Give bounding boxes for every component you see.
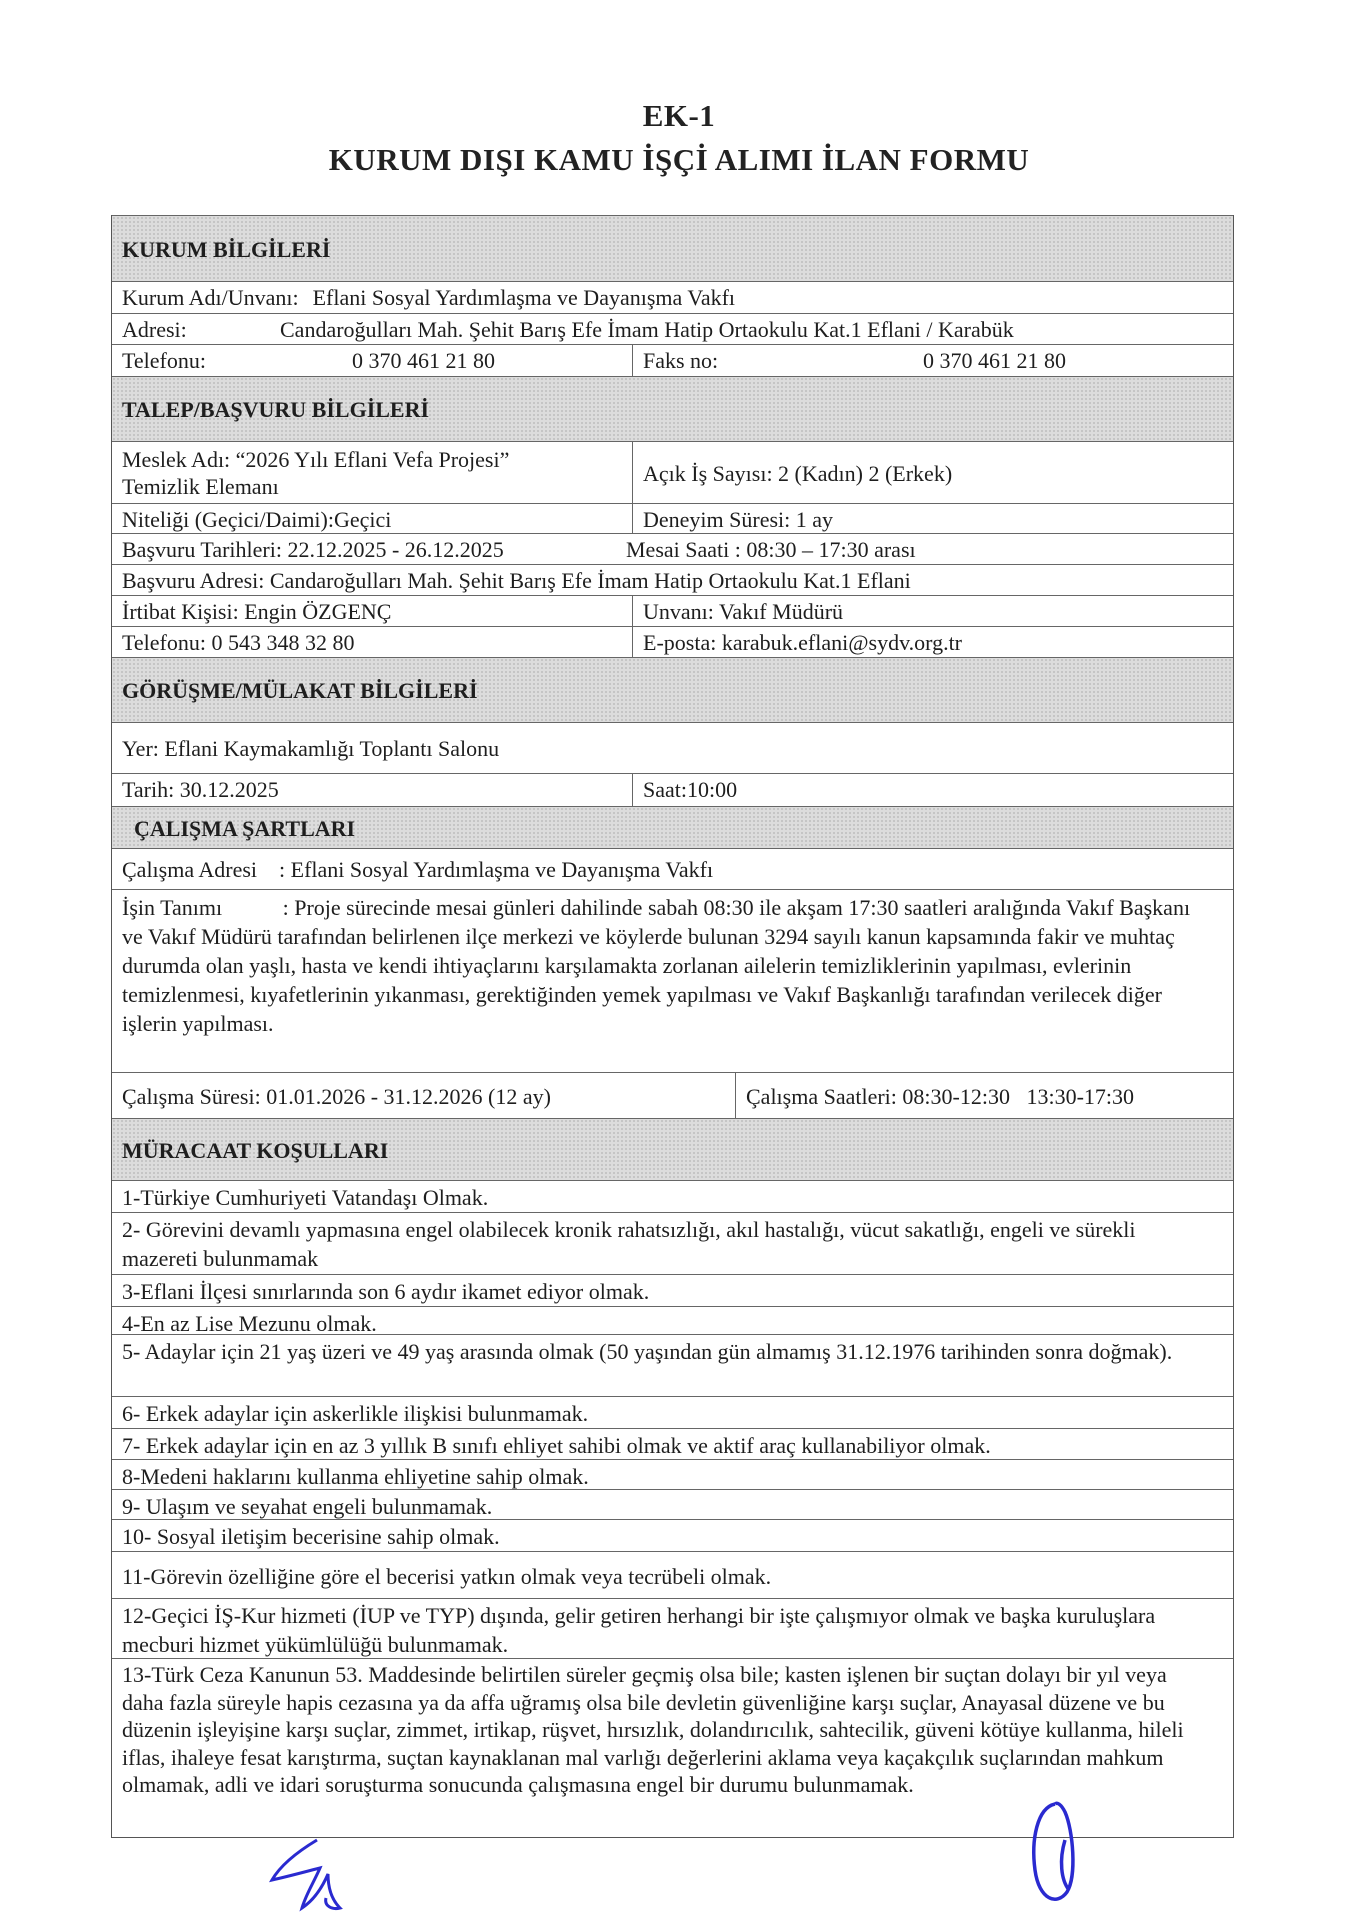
- mulakat-tarihi: Tarih: 30.12.2025: [112, 774, 633, 806]
- kosul-item: 13-Türk Ceza Kanunun 53. Maddesinde belirtilen süreler geçmiş olsa bile; kasten işlenen bir suçtan dolayı bir yıl veya daha fazla süreyle hapis cezasına ya da affa uğramış olsa bile devletin güvenliğine karşı suçlar, Anayasal düzene ve bu düzenin işleyişine karşı suçlar, zimmet, irtikap, rüşvet, hırsızlık, dolandırıcılık, sahtecilik, güveni kötüye kullanma, hileli iflas, ihaleye fesat karıştırma, suçtan kaynaklanan mal varlığı değerlerini aklama veya kaçakçılık suçlarından mahkum olmamak, adli ve idari soruşturma sonucunda çalışmasına engel bir durumu bulunmamak.: [122, 1662, 1184, 1797]
- kurum-name: Eflani Sosyal Yardımlaşma ve Dayanışma Vakfı: [312, 285, 736, 310]
- kosul-row: [112, 1459, 1233, 1489]
- kosul-row: [112, 1551, 1233, 1598]
- kosul-item: 6- Erkek adaylar için askerlikle ilişkisi bulunmamak.: [122, 1401, 589, 1426]
- basvuru-adresi: Başvuru Adresi: Candaroğulları Mah. Şehit Barış Efe İmam Hatip Ortaokulu Kat.1 Eflani: [122, 568, 911, 593]
- yer-row: [112, 722, 1233, 773]
- signature-left: [262, 1838, 382, 1916]
- signature-right: [1025, 1800, 1085, 1910]
- kosul-row: [112, 1396, 1233, 1428]
- section-heading: KURUM BİLGİLERİ: [122, 236, 331, 262]
- form-code: EK-1: [642, 98, 716, 133]
- basvuru-adres-row: [112, 564, 1233, 595]
- label: Kurum Adı/Unvanı:: [122, 285, 299, 310]
- section-gorusme: [112, 657, 1233, 722]
- mulakat-yeri: Yer: Eflani Kaymakamlığı Toplantı Salonu: [122, 736, 500, 761]
- kurum-name-row: [112, 281, 1233, 313]
- kosul-row: [112, 1306, 1233, 1334]
- calisma-adresi: Çalışma Adresi : Eflani Sosyal Yardımlaşma ve Dayanışma Vakfı: [122, 857, 714, 882]
- kosul-item: 9- Ulaşım ve seyahat engeli bulunmamak.: [122, 1494, 493, 1519]
- kosul-row: [112, 1428, 1233, 1459]
- meslek-line2: Temizlik Elemanı: [122, 474, 279, 499]
- nitelik-row: [112, 503, 1233, 533]
- mulakat-saati: Saat:10:00: [643, 777, 738, 802]
- label: Adresi:: [122, 317, 187, 342]
- section-kurum: [112, 215, 1233, 281]
- kosul-item: 3-Eflani İlçesi sınırlarında son 6 aydır ikamet ediyor olmak.: [122, 1279, 650, 1304]
- kosul-row: [112, 1598, 1233, 1658]
- iletisim-row: [112, 626, 1233, 657]
- kosul-item: 12-Geçici İŞ-Kur hizmeti (İUP ve TYP) dışında, gelir getiren herhangi bir işte çalışmıyor olmak ve başka kuruluşlara mecburi hizmet yükümlülüğü bulunmamak.: [122, 1603, 1156, 1657]
- nitelik: Niteliği (Geçici/Daimi):Geçici: [112, 504, 633, 533]
- kosul-row: [112, 1180, 1233, 1212]
- kurum-fax: 0 370 461 21 80: [923, 348, 1066, 373]
- kurum-address: Candaroğulları Mah. Şehit Barış Efe İmam Hatip Ortaokulu Kat.1 Eflani / Karabük: [280, 317, 1014, 342]
- irtibat-row: [112, 595, 1233, 626]
- isin-tanimi: İşin Tanımı : Proje sürecinde mesai günleri dahilinde sabah 08:30 ile akşam 17:30 saatleri aralığında Vakıf Başkanı ve Vakıf Müdürü tarafından belirlenen ilçe merkezi ve köylerde bulunan 3294 sayılı kanun kapsamında fakir ve muhtaç durumda olan yaşlı, hasta ve kendi ihtiyaçlarını karşılamakta zorlanan ailelerin temizliklerinin yapılması, evlerinin temizlenmesi, kıyafetlerinin yıkanması, gerektiğinden yemek yapılması ve Vakıf Başkanlığı tarafından verilecek diğer işlerin yapılması.: [122, 895, 1196, 1036]
- unvan: Unvanı: Vakıf Müdürü: [643, 599, 844, 624]
- basvuru-tarih-row: [112, 533, 1233, 564]
- kosul-item: 7- Erkek adaylar için en az 3 yıllık B sınıfı ehliyet sahibi olmak ve aktif araç kullanabiliyor olmak.: [122, 1433, 991, 1458]
- kosul-row: [112, 1274, 1233, 1306]
- form-title: KURUM DIŞI KAMU İŞÇİ ALIMI İLAN FORMU: [328, 142, 1030, 177]
- meslek-line1: Meslek Adı: “2026 Yılı Eflani Vefa Projesi”: [122, 447, 510, 472]
- kurum-phone: 0 370 461 21 80: [352, 348, 495, 373]
- acik-is-sayisi: Açık İş Sayısı: 2 (Kadın) 2 (Erkek): [643, 460, 953, 486]
- kosul-item: 2- Görevini devamlı yapmasına engel olabilecek kronik rahatsızlığı, akıl hastalığı, vücut sakatlığı, engeli ve sürekli mazereti bulunmamak: [122, 1217, 1136, 1271]
- kosul-item: 1-Türkiye Cumhuriyeti Vatandaşı Olmak.: [122, 1185, 489, 1210]
- isin-tanimi-row: [112, 889, 1233, 1072]
- kosul-row: [112, 1334, 1233, 1396]
- calisma-saatleri: Çalışma Saatleri: 08:30-12:30 13:30-17:30: [746, 1083, 1135, 1109]
- section-heading: TALEP/BAŞVURU BİLGİLERİ: [122, 397, 430, 422]
- tarih-row: [112, 773, 1233, 806]
- section-talep: [112, 376, 1233, 441]
- section-muracaat: [112, 1118, 1233, 1180]
- kosul-item: 8-Medeni haklarını kullanma ehliyetine sahip olmak.: [122, 1464, 589, 1489]
- kosul-row: [112, 1212, 1233, 1274]
- section-calisma: [112, 806, 1233, 848]
- meslek-row: [112, 441, 1233, 503]
- label: Telefonu:: [122, 348, 206, 373]
- mesai-saati: Mesai Saati : 08:30 – 17:30 arası: [626, 537, 916, 562]
- deneyim: Deneyim Süresi: 1 ay: [643, 507, 834, 532]
- kosul-item: 11-Görevin özelliğine göre el becerisi yatkın olmak veya tecrübeli olmak.: [122, 1564, 772, 1589]
- kosul-item: 5- Adaylar için 21 yaş üzeri ve 49 yaş arasında olmak (50 yaşından gün almamış 31.12.1976 tarihinden sonra doğmak).: [122, 1339, 1173, 1364]
- basvuru-tarihleri: Başvuru Tarihleri: 22.12.2025 - 26.12.2025: [122, 537, 504, 562]
- calisma-suresi: Çalışma Süresi: 01.01.2026 - 31.12.2026 (12 ay): [112, 1073, 736, 1118]
- label: Faks no:: [643, 348, 719, 373]
- irtibat-kisisi: İrtibat Kişisi: Engin ÖZGENÇ: [112, 596, 633, 626]
- kurum-address-row: [112, 313, 1233, 344]
- kosul-row: [112, 1489, 1233, 1519]
- eposta: E-posta: karabuk.eflani@sydv.org.tr: [643, 630, 963, 655]
- kurum-phone-row: [112, 344, 1233, 376]
- section-heading: ÇALIŞMA ŞARTLARI: [134, 815, 356, 841]
- section-heading: MÜRACAAT KOŞULLARI: [122, 1137, 389, 1163]
- irtibat-telefon: Telefonu: 0 543 348 32 80: [112, 627, 633, 657]
- kosul-item: 4-En az Lise Mezunu olmak.: [122, 1311, 377, 1334]
- application-form: [111, 215, 1234, 1838]
- section-heading: GÖRÜŞME/MÜLAKAT BİLGİLERİ: [122, 678, 478, 703]
- calisma-sure-row: [112, 1072, 1233, 1118]
- kosul-row: [112, 1519, 1233, 1551]
- kosullar-list: [112, 1180, 1233, 1837]
- calisma-adres-row: [112, 848, 1233, 889]
- kosul-item: 10- Sosyal iletişim becerisine sahip olmak.: [122, 1524, 500, 1549]
